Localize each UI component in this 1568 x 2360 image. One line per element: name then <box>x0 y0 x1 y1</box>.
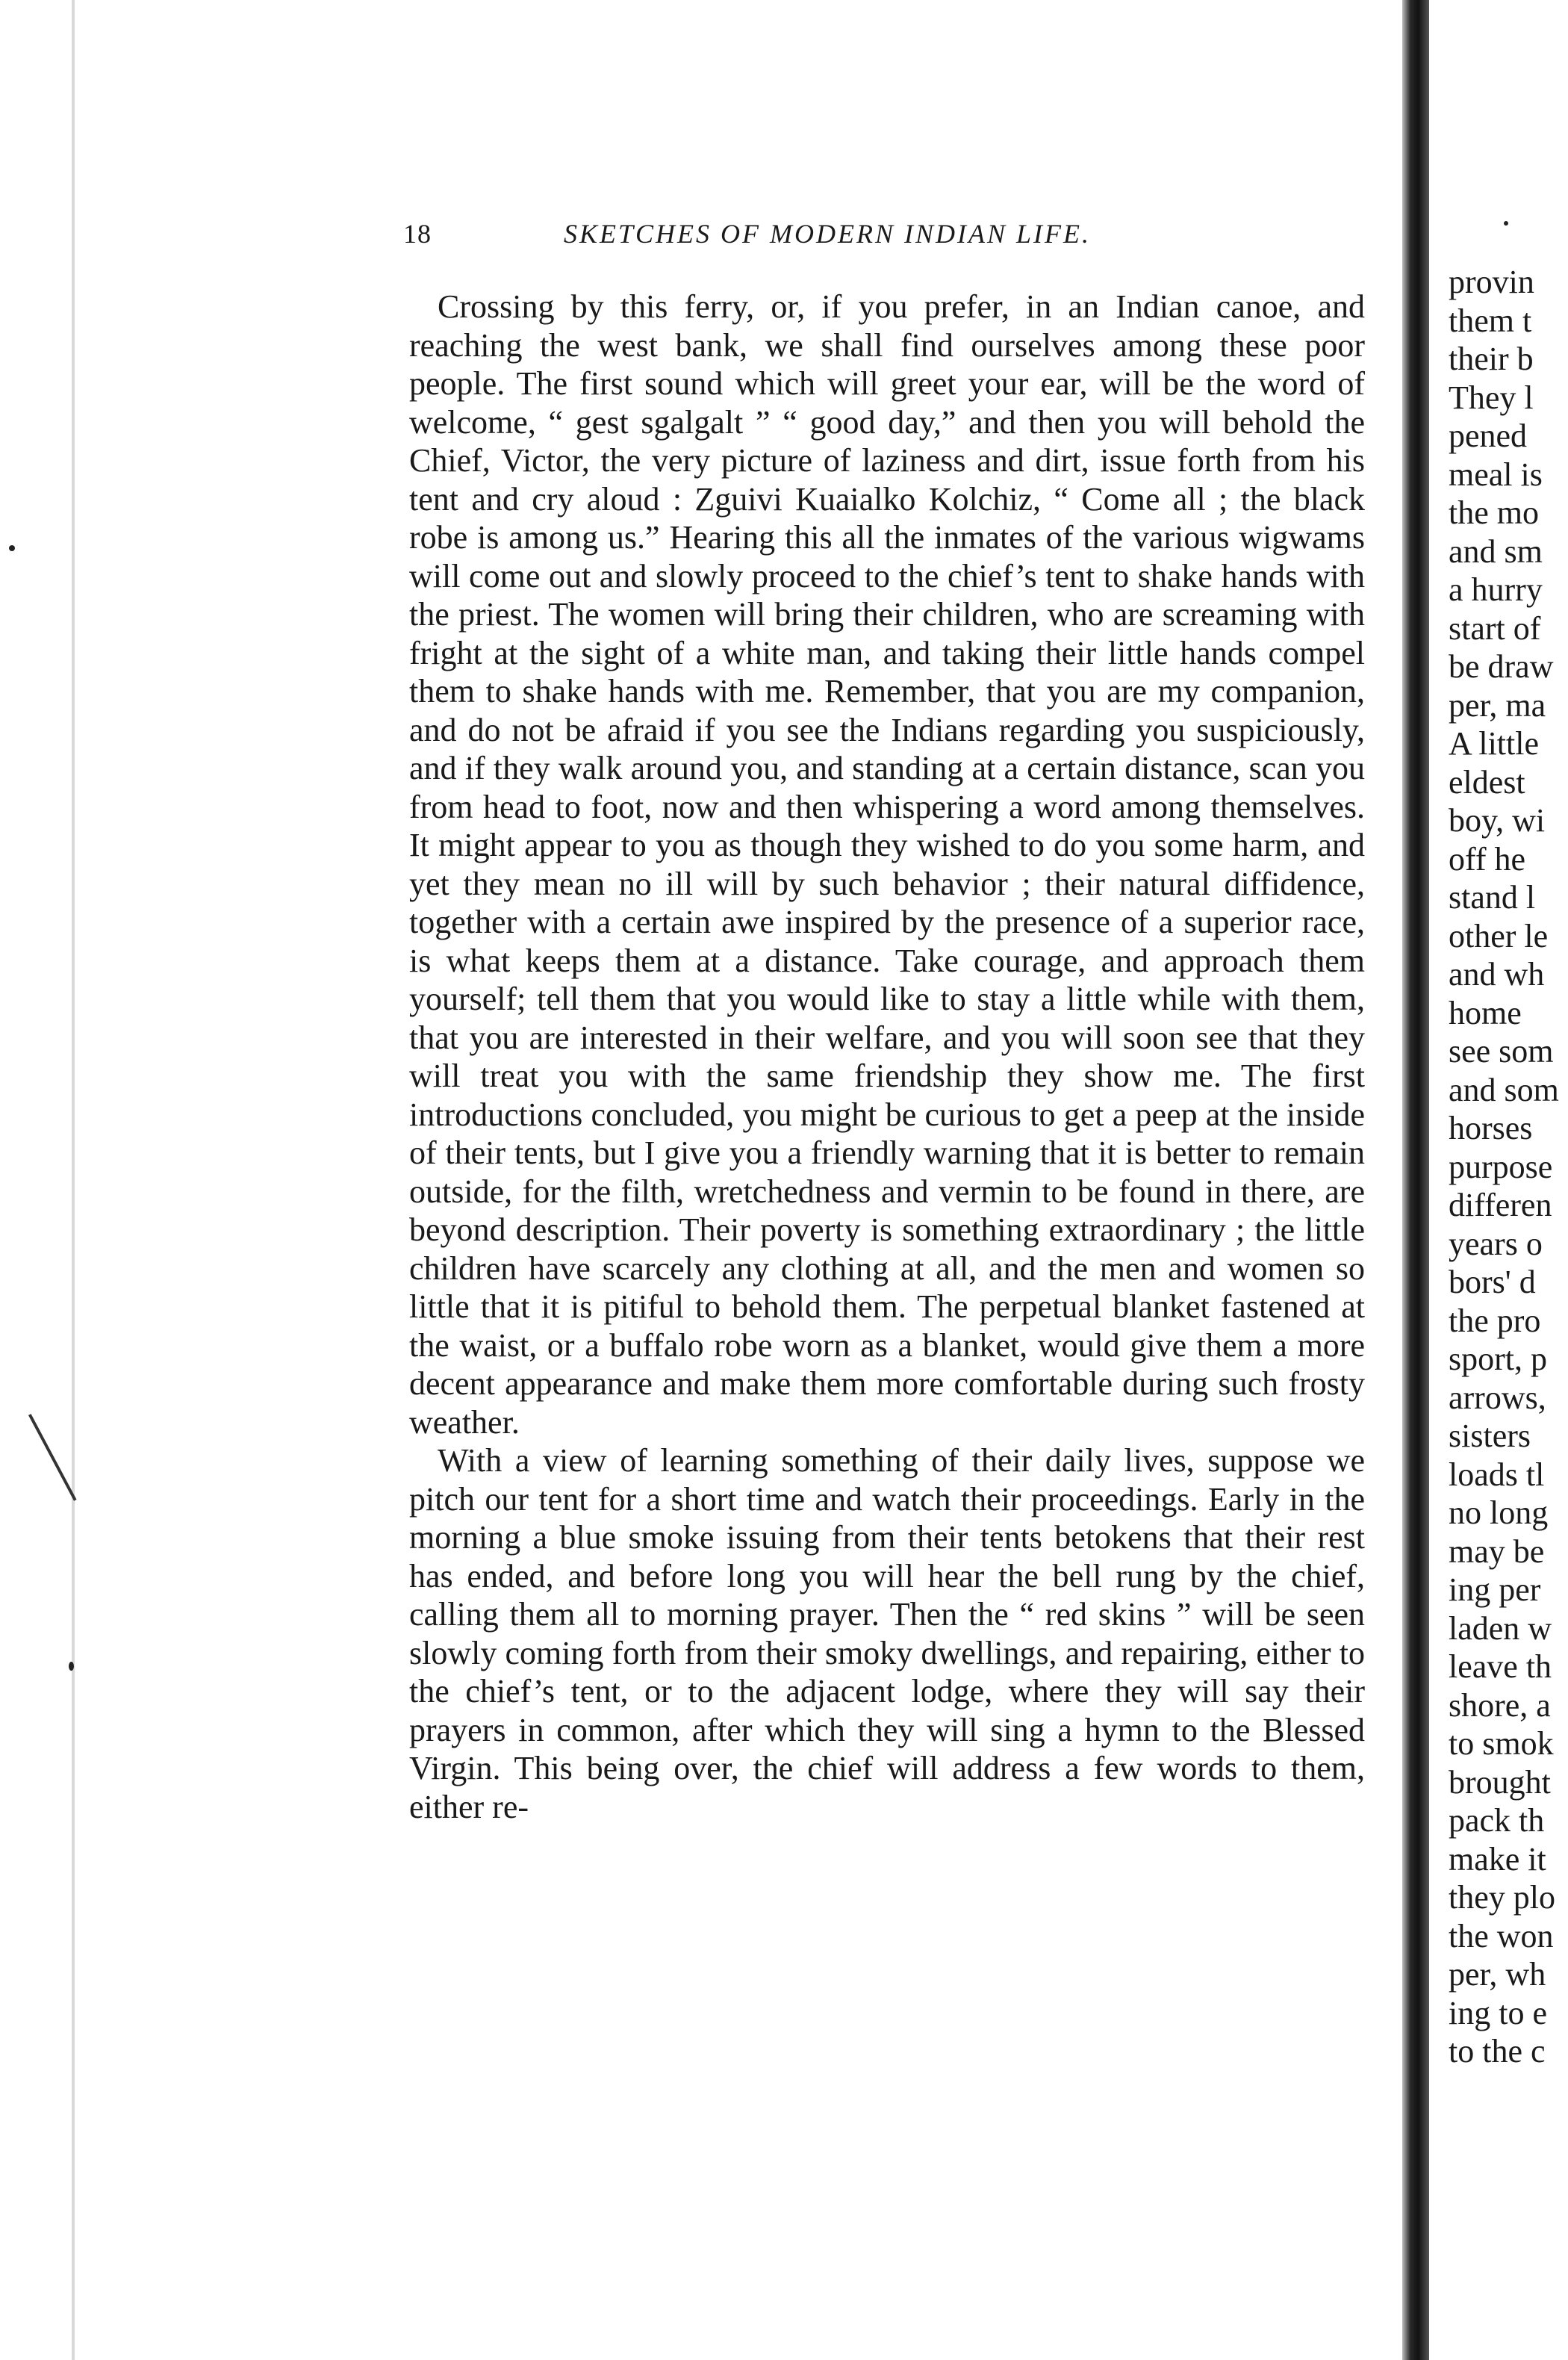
page-number: 18 <box>403 219 432 249</box>
facing-page-line: the mo <box>1449 494 1539 531</box>
facing-page-line: per, wh <box>1449 1956 1546 1993</box>
facing-page-line: sport, p <box>1449 1341 1547 1377</box>
facing-page-line: stand l <box>1449 879 1536 916</box>
facing-page-line: pack th <box>1449 1802 1545 1839</box>
facing-page-line: make it <box>1449 1840 1546 1878</box>
scratch-mark <box>28 1414 77 1501</box>
facing-page-line: bors' d <box>1449 1264 1536 1300</box>
page-header <box>403 218 1366 255</box>
facing-page-line: boy, wi <box>1449 802 1546 839</box>
facing-page-line: horses <box>1449 1110 1533 1146</box>
facing-page-line: their b <box>1449 341 1534 377</box>
facing-page-text <box>1449 263 1568 2071</box>
facing-page-line: eldest <box>1449 763 1525 801</box>
facing-page-line: pened <box>1449 417 1528 454</box>
facing-page-line: see som <box>1449 1033 1554 1069</box>
facing-page-line: brought <box>1449 1763 1551 1801</box>
paragraph: Crossing by this ferry, or, if you prefer, in an Indian canoe, and reaching the west bank, we shall find ourselves among these poor people. The first sound which will greet your ear, will be the word of welcome, “ gest sgalgalt ” “ good day,” and then you will behold the Chief, Victor, the very picture of laziness and dirt, issue forth from his tent and cry aloud : Zguivi Kuaialko Kolchiz, “ Come all ; the black robe is among us.” Hearing this all the inmates of the various wigwams will come out and slowly proceed to the chief’s tent to shake hands with the priest. The women will bring their children, who are screaming with fright at the sight of a white man, and taking their little hands compel them to shake hands with me. Remember, that you are my companion, and do not be afraid if you see the Indians regarding you suspiciously, and if they walk around you, and standing at a certain distance, scan you from head to foot, now and then whispering a word among themselves. It might appear to you as though they wished to do you some harm, and yet they mean no ill will by such behavior ; their natural diffidence, together with a certain awe inspired by the presence of a superior race, is what keeps them at a distance. Take courage, and approach them yourself; tell them that you would like to stay a little while with them, that you are interested in their welfare, and you will soon see that they will treat you with the same friendship they show me. The first introductions concluded, you might be curious to get a peep at the inside of their tents, but I give you a friendly warning that it is better to remain outside, for the filth, wretchedness and vermin to be found in there, are beyond description. Their poverty is something extraordinary ; the little children have scarcely any clothing at all, and the men and women so little that it is pitiful to behold them. The perpetual blanket fastened at the waist, or a buffalo robe worn as a blanket, would give them a more decent appearance and make them more comfortable during such frosty weather. <box>409 288 1365 1441</box>
facing-page-line: ing to e <box>1449 1994 1547 2031</box>
facing-page-line: a hurry <box>1449 571 1543 608</box>
facing-page-line: differen <box>1449 1187 1552 1223</box>
facing-page-line: shore, a <box>1449 1686 1551 1724</box>
speck-mark <box>69 1662 74 1671</box>
book-gutter <box>1402 0 1429 2360</box>
facing-page-line: other le <box>1449 917 1549 954</box>
facing-page-line: no long <box>1449 1494 1549 1531</box>
facing-page-line: loads tl <box>1449 1456 1545 1493</box>
facing-page-line: the pro <box>1449 1302 1541 1339</box>
facing-page-line: per, ma <box>1449 686 1546 724</box>
facing-page-line: and wh <box>1449 956 1545 993</box>
facing-page-line: arrows, <box>1449 1379 1546 1416</box>
speck-mark <box>9 545 15 551</box>
facing-page-line: to smok <box>1449 1725 1554 1762</box>
paragraph: With a view of learning something of their daily lives, suppose we pitch our tent for a short time and watch their proceedings. Early in the morning a blue smoke issuing from their tents betokens that their rest has ended, and before long you will hear the bell rung by the chief, calling them all to morning prayer. Then the “ red skins ” will be seen slowly coming forth from their smoky dwellings, and repairing, either to the chief’s tent, or to the adjacent lodge, where they will say their prayers in common, after which they will sing a hymn to the Blessed Virgin. This being over, the chief will address a few words to them, either re- <box>409 1442 1365 1825</box>
page-edge <box>72 0 75 2360</box>
facing-page-line: they plo <box>1449 1879 1555 1916</box>
facing-page-line: home <box>1449 994 1522 1031</box>
facing-page <box>1429 0 1568 2360</box>
facing-page-line: years o <box>1449 1225 1543 1262</box>
facing-page-line: start of <box>1449 609 1541 647</box>
facing-page-line: off he <box>1449 840 1526 878</box>
facing-page-line: meal is <box>1449 456 1543 493</box>
facing-page-line: and sm <box>1449 532 1543 570</box>
facing-page-line: purpose <box>1449 1148 1553 1185</box>
facing-page-line: A little <box>1449 725 1539 762</box>
facing-page-line: may be <box>1449 1533 1545 1570</box>
body-text <box>409 288 1365 1826</box>
facing-page-line: ing per <box>1449 1571 1541 1608</box>
facing-page-line: laden w <box>1449 1609 1552 1647</box>
facing-page-line: be draw <box>1449 648 1554 685</box>
facing-page-line: them t <box>1449 302 1532 339</box>
facing-page-line: leave th <box>1449 1648 1552 1685</box>
facing-page-line: to the c <box>1449 2033 1546 2069</box>
facing-page-line: and som <box>1449 1071 1559 1108</box>
facing-page-line: sisters <box>1449 1417 1531 1454</box>
speck-mark <box>1504 221 1508 226</box>
facing-page-line: provin <box>1449 264 1534 300</box>
facing-page-line: the won <box>1449 1917 1554 1954</box>
facing-page-line: They l <box>1449 379 1534 416</box>
running-head: SKETCHES OF MODERN INDIAN LIFE. <box>564 219 1091 249</box>
